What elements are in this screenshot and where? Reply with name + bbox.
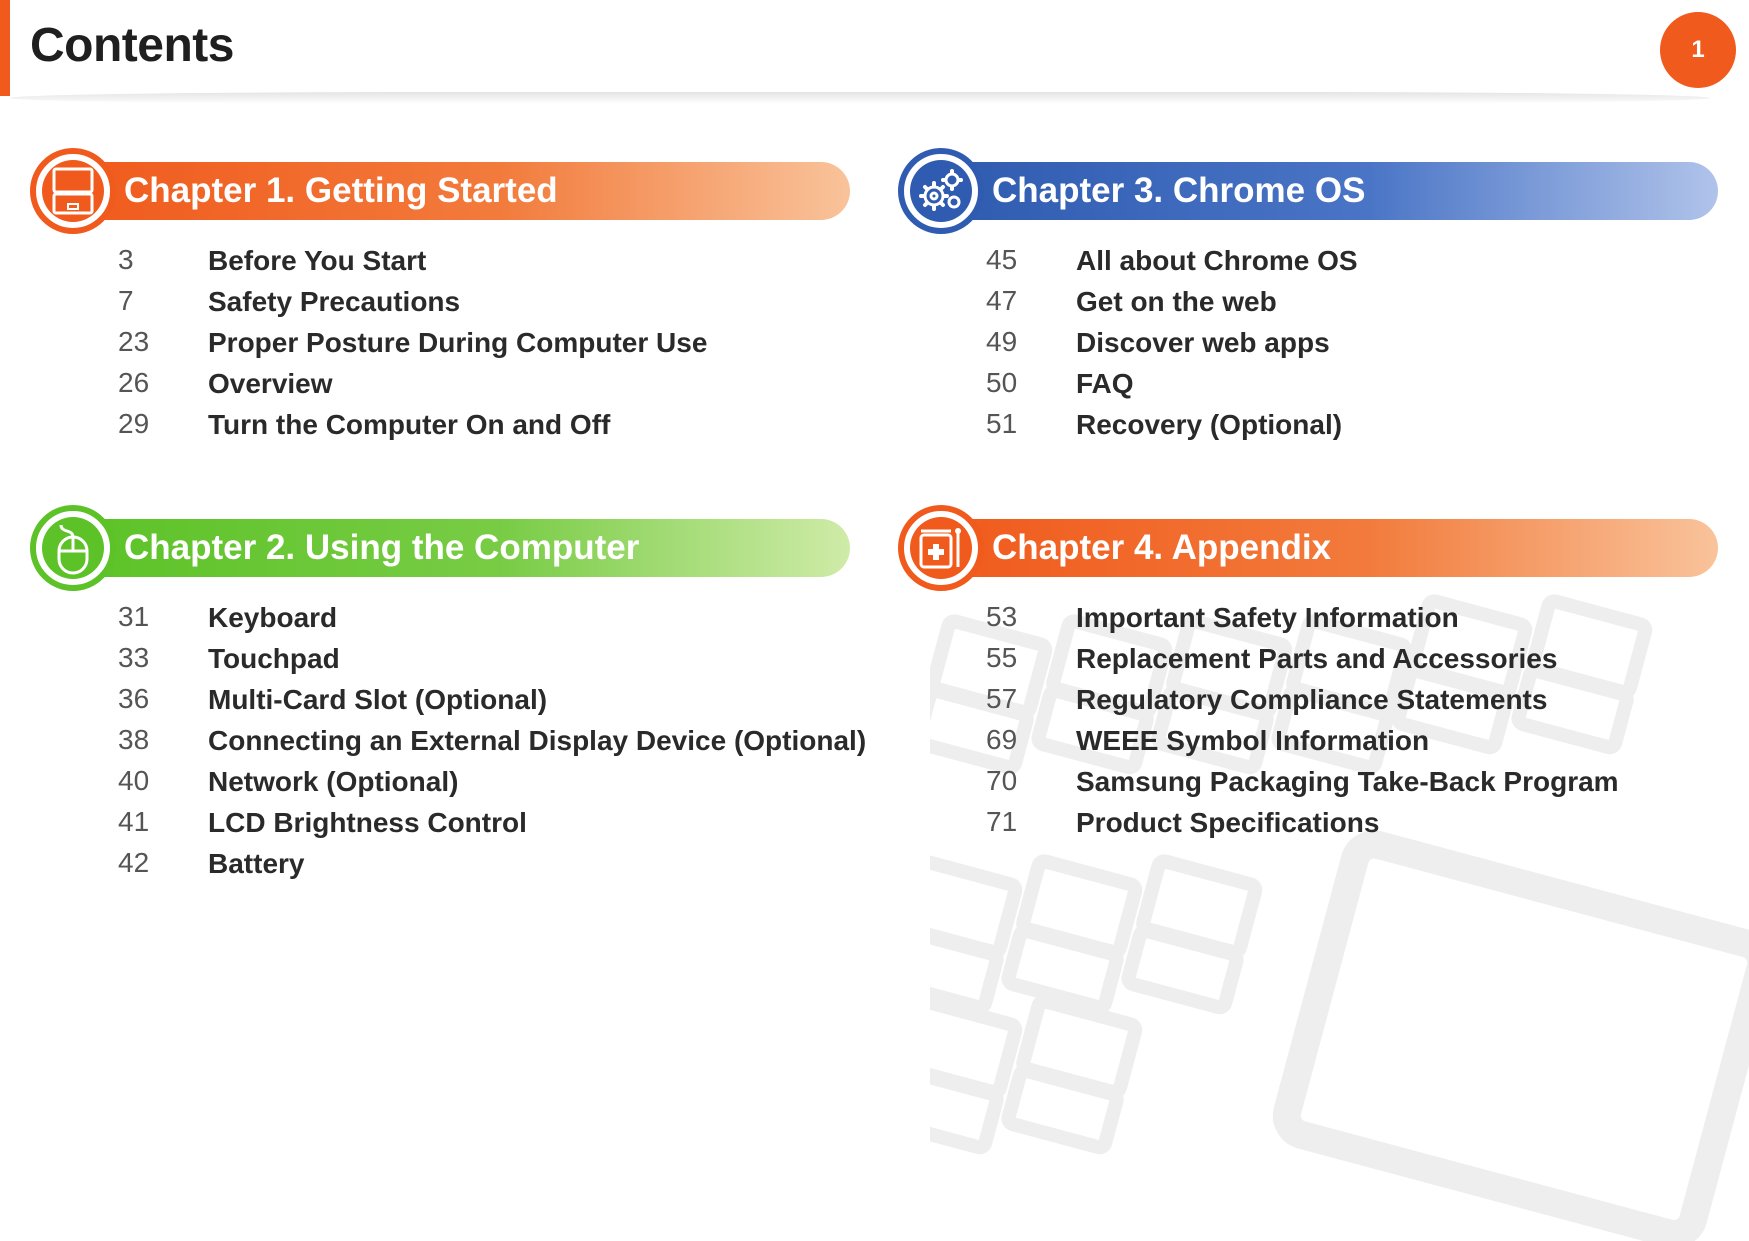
toc-page-number: 33 (118, 642, 150, 673)
toc-entry-label[interactable]: Touchpad (208, 643, 340, 674)
page-title: Contents (30, 19, 234, 72)
gears-icon (898, 148, 984, 234)
toc-page-number: 3 (118, 244, 134, 275)
toc-page-number: 23 (118, 326, 150, 357)
header-accent-bar (0, 0, 10, 96)
first-aid-kit-icon (898, 505, 984, 591)
toc-page-number: 41 (118, 806, 150, 837)
toc-entry-label[interactable]: Regulatory Compliance Statements (1076, 684, 1548, 715)
toc-entry-label[interactable]: Get on the web (1076, 286, 1277, 317)
toc-page-number: 53 (986, 601, 1018, 632)
toc-page-number: 38 (118, 724, 150, 755)
toc-entry-label[interactable]: All about Chrome OS (1076, 245, 1358, 276)
toc-page-number: 57 (986, 683, 1018, 714)
toc-entry-label[interactable]: Overview (208, 368, 333, 399)
toc-entry-label[interactable]: WEEE Symbol Information (1076, 725, 1430, 756)
toc-entry-label[interactable]: Recovery (Optional) (1076, 409, 1343, 440)
toc-entry-label[interactable]: Connecting an External Display Device (Optional) (208, 725, 867, 756)
toc-page-number: 70 (986, 765, 1018, 796)
toc-page-number: 55 (986, 642, 1018, 673)
toc-entry-label[interactable]: Network (Optional) (208, 766, 459, 797)
toc-entry-label[interactable]: Important Safety Information (1076, 602, 1459, 633)
toc-page-number: 40 (118, 765, 150, 796)
toc-entry-label[interactable]: Discover web apps (1076, 327, 1330, 358)
toc-entry-label[interactable]: Before You Start (208, 245, 427, 276)
toc-entry-label[interactable]: Proper Posture During Computer Use (208, 327, 708, 358)
chapter-2-title[interactable]: Chapter 2. Using the Computer (124, 528, 640, 567)
laptop-icon (30, 148, 116, 234)
toc-entry-label[interactable]: Samsung Packaging Take-Back Program (1076, 766, 1619, 797)
toc-page-number: 47 (986, 285, 1018, 316)
toc-page-number: 7 (118, 285, 134, 316)
chapter-4-title[interactable]: Chapter 4. Appendix (992, 528, 1332, 567)
toc-page-number: 36 (118, 683, 150, 714)
toc-entry-label[interactable]: Turn the Computer On and Off (208, 409, 611, 440)
toc-page-number: 69 (986, 724, 1018, 755)
toc-page-number: 51 (986, 408, 1018, 439)
chapter-1-title[interactable]: Chapter 1. Getting Started (124, 171, 558, 210)
mouse-icon (30, 505, 116, 591)
toc-entry-label[interactable]: Keyboard (208, 602, 338, 633)
toc-page-number: 49 (986, 326, 1018, 357)
toc-entry-label[interactable]: Battery (208, 848, 305, 879)
toc-page-number: 29 (118, 408, 150, 439)
toc-entry-label[interactable]: Product Specifications (1076, 807, 1380, 838)
toc-page-number: 71 (986, 806, 1018, 837)
toc-entry-label[interactable]: Safety Precautions (208, 286, 461, 317)
toc-entry-label[interactable]: FAQ (1076, 368, 1134, 399)
toc-entry-label[interactable]: Multi-Card Slot (Optional) (208, 684, 548, 715)
toc-page-number: 42 (118, 847, 150, 878)
chapter-3-title[interactable]: Chapter 3. Chrome OS (992, 171, 1366, 210)
toc-page-number: 31 (118, 601, 150, 632)
toc-entry-label[interactable]: LCD Brightness Control (208, 807, 527, 838)
toc-page-number: 26 (118, 367, 150, 398)
toc-page-number: 50 (986, 367, 1018, 398)
toc-entry-label[interactable]: Replacement Parts and Accessories (1076, 643, 1558, 674)
toc-page-number: 45 (986, 244, 1018, 275)
header-divider (10, 92, 1710, 104)
page-number-badge: 1 (1660, 12, 1736, 88)
